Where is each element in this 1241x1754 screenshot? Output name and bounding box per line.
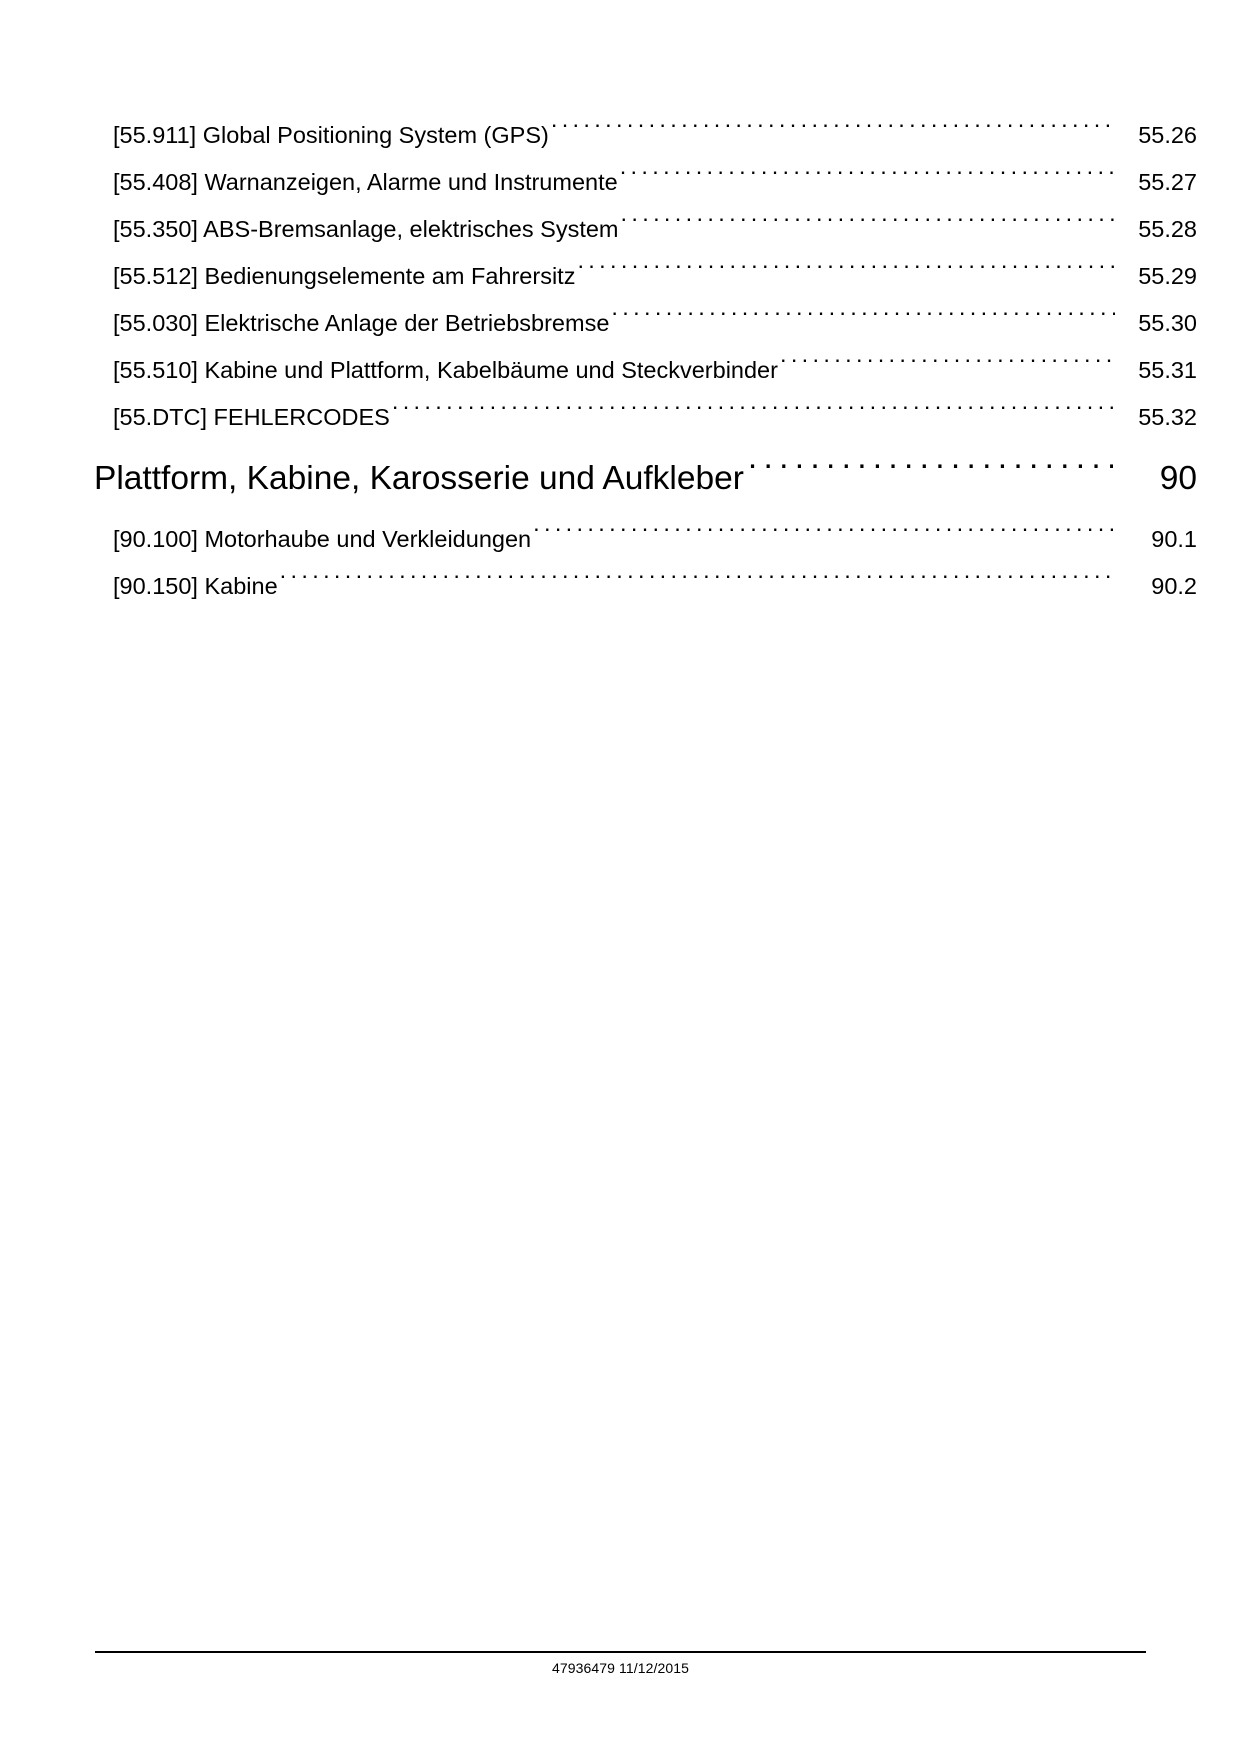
toc-entry-row[interactable] xyxy=(0,394,1241,441)
toc-dot-leader xyxy=(611,308,1115,332)
toc-page-number: 55.26 xyxy=(1138,122,1197,148)
toc-page-number: 55.27 xyxy=(1138,169,1197,195)
toc-dot-leader xyxy=(621,214,1116,238)
toc-entry-title: [55.408] Warnanzeigen, Alarme und Instrumente xyxy=(113,169,618,195)
toc-entry-title: [90.150] Kabine xyxy=(113,573,278,599)
toc-entry-row[interactable] xyxy=(0,516,1241,563)
toc-page-number: 90.1 xyxy=(1151,526,1197,552)
toc-entry-title: [55.DTC] FEHLERCODES xyxy=(113,404,390,430)
toc-entry-row[interactable] xyxy=(0,300,1241,347)
toc-dot-leader xyxy=(280,571,1115,595)
toc-dot-leader xyxy=(577,261,1115,285)
toc-dot-leader xyxy=(620,167,1115,191)
page-footer xyxy=(95,1651,1146,1677)
toc-entry-title: [55.512] Bedienungselemente am Fahrersitz xyxy=(113,263,576,289)
toc-dot-leader xyxy=(392,402,1115,426)
footer-text: 47936479 11/12/2015 xyxy=(551,1660,690,1676)
footer-divider xyxy=(95,1651,1146,1653)
toc-entry-title: Plattform, Kabine, Karosserie und Aufkleber xyxy=(94,460,744,497)
toc-entry-row[interactable] xyxy=(0,206,1241,253)
toc-dot-leader xyxy=(780,355,1115,379)
toc-entry-row[interactable] xyxy=(0,112,1241,159)
toc-entry-row[interactable] xyxy=(0,253,1241,300)
toc-entry-row[interactable] xyxy=(0,563,1241,610)
toc-entry-title: [55.911] Global Positioning System (GPS) xyxy=(113,122,549,148)
toc-chapter-row[interactable] xyxy=(0,448,1241,510)
toc-entry-title: [90.100] Motorhaube und Verkleidungen xyxy=(113,526,532,552)
toc-page-number: 55.30 xyxy=(1138,310,1197,336)
toc-page-number: 55.28 xyxy=(1138,216,1197,242)
toc-page-number: 90 xyxy=(1159,460,1197,497)
toc-page-number: 90.2 xyxy=(1151,573,1197,599)
toc-entry-title: [55.350] ABS-Bremsanlage, elektrisches System xyxy=(113,216,619,242)
toc-entry-title: [55.510] Kabine und Plattform, Kabelbäume und Steckverbinder xyxy=(113,357,778,383)
table-of-contents xyxy=(0,112,1241,610)
toc-entry-title: [55.030] Elektrische Anlage der Betriebsbremse xyxy=(113,310,610,336)
toc-dot-leader xyxy=(748,456,1113,490)
toc-entry-row[interactable] xyxy=(0,347,1241,394)
toc-entry-row[interactable] xyxy=(0,159,1241,206)
toc-page-number: 55.29 xyxy=(1138,263,1197,289)
toc-dot-leader xyxy=(533,524,1115,548)
toc-page-number: 55.32 xyxy=(1138,404,1197,430)
toc-page-number: 55.31 xyxy=(1138,357,1197,383)
toc-dot-leader xyxy=(551,120,1115,144)
